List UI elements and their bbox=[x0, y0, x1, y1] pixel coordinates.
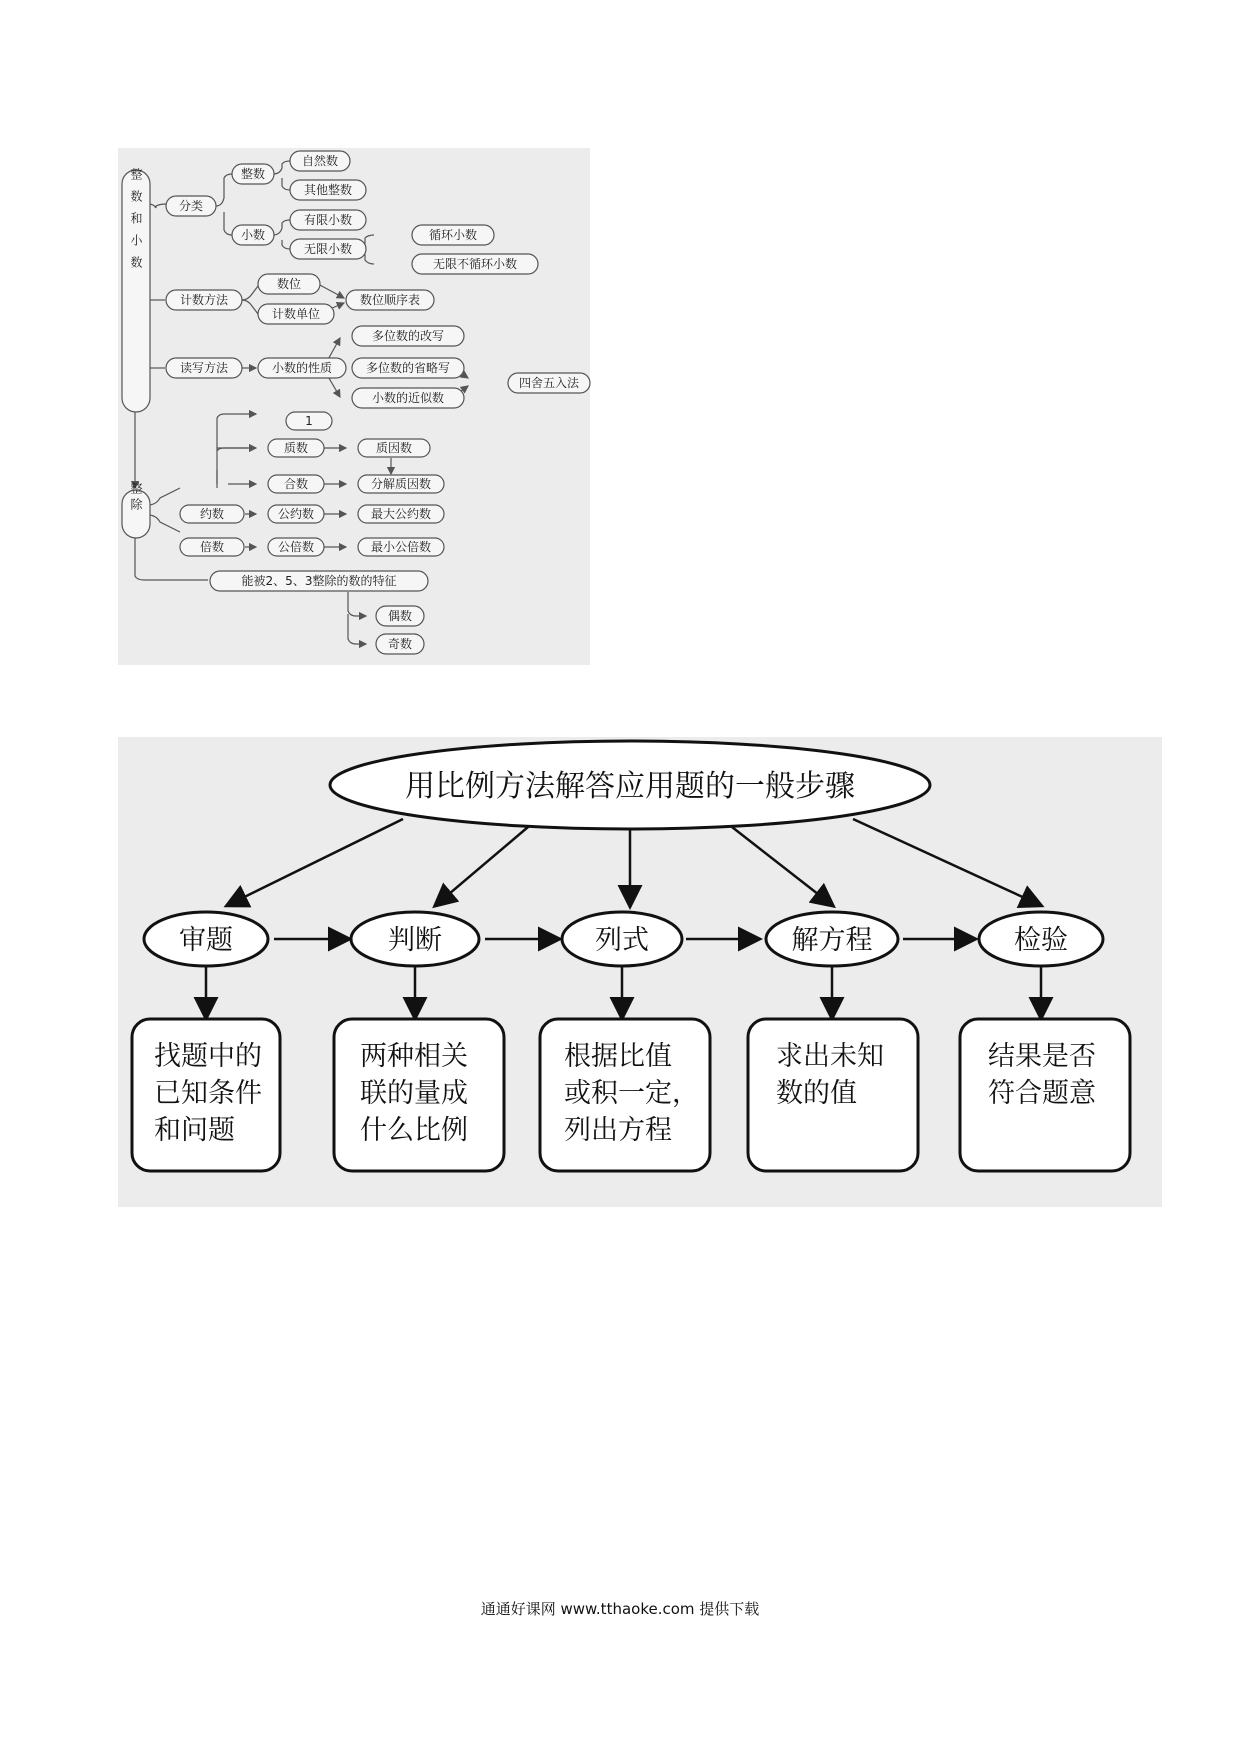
fenjiezhiyinshu-label: 分解质因数 bbox=[370, 477, 432, 491]
shuweishunxubiao-label: 数位顺序表 bbox=[359, 293, 421, 307]
zuidagongyueshu-label: 最大公约数 bbox=[370, 507, 432, 521]
zhiyinshu-label: 质因数 bbox=[375, 441, 413, 455]
node-root bbox=[122, 167, 150, 412]
node-shuwei bbox=[258, 274, 320, 294]
step-4-desc-line-2: 数的值 bbox=[776, 1078, 857, 1109]
node-wuxianbuxunhuan bbox=[412, 254, 538, 274]
node-jishufangfa bbox=[166, 290, 242, 310]
step-5-desc-line-1: 结果是否 bbox=[988, 1041, 1096, 1072]
step-3-desc-line-3: 列出方程 bbox=[564, 1115, 672, 1146]
tezheng-label: 能被2、5、3整除的数的特征 bbox=[241, 574, 397, 588]
node-xunhuanxiaoshu bbox=[412, 225, 494, 245]
node-beishu bbox=[180, 538, 244, 556]
node-qitazhengshu bbox=[290, 180, 366, 200]
node-fenlei bbox=[166, 196, 216, 216]
node-zhengchu bbox=[122, 481, 150, 538]
duoweishushenglue-label: 多位数的省略写 bbox=[365, 361, 451, 375]
step-5-desc-box bbox=[960, 1019, 1130, 1171]
step-2-desc-box bbox=[334, 1019, 504, 1171]
node-tezheng bbox=[210, 571, 428, 591]
wuxianbuxunhuan-label: 无限不循环小数 bbox=[432, 257, 518, 271]
step-5 bbox=[979, 912, 1103, 966]
node-xiaoshudexingzhi bbox=[258, 358, 346, 378]
node-shuweishunxubiao bbox=[346, 290, 434, 310]
step-1-desc-line-3: 和问题 bbox=[154, 1115, 235, 1146]
node-sishewuru bbox=[508, 373, 590, 393]
step-1-desc-line-1: 找题中的 bbox=[154, 1041, 262, 1072]
wuxianxiaoshu-label: 无限小数 bbox=[303, 242, 353, 256]
xiaoshu-label: 小数 bbox=[240, 228, 266, 242]
heshu-label: 合数 bbox=[283, 477, 309, 491]
step-4 bbox=[766, 912, 898, 966]
gongbeishu-label: 公倍数 bbox=[277, 540, 315, 554]
node-yueshu bbox=[180, 505, 244, 523]
beishu-label: 倍数 bbox=[199, 540, 225, 554]
node-xiaoshujinsi bbox=[352, 388, 464, 408]
node-youxianxiaoshu bbox=[290, 210, 366, 230]
node-gongyueshu bbox=[268, 505, 324, 523]
step-3-label: 列式 bbox=[595, 925, 649, 956]
xiaoshudexingzhi-label: 小数的性质 bbox=[271, 361, 333, 375]
integers-decimals-concept-map bbox=[118, 148, 590, 665]
title-to-steps-arrows bbox=[228, 819, 1040, 905]
jishufangfa-label: 计数方法 bbox=[179, 293, 229, 307]
zhishu-label: 质数 bbox=[283, 441, 309, 455]
step-1-label: 审题 bbox=[179, 925, 233, 956]
root-label: 整数和小数 bbox=[129, 168, 143, 278]
zhengshu-label: 整数 bbox=[240, 167, 266, 181]
xunhuanxiaoshu-label: 循环小数 bbox=[428, 228, 478, 242]
node-zhiyinshu bbox=[358, 439, 430, 457]
flowchart-svg bbox=[118, 737, 1162, 1207]
node-zhengshu bbox=[232, 164, 274, 184]
step-4-desc-box bbox=[748, 1019, 918, 1171]
node-duoweishushenglue bbox=[352, 358, 464, 378]
one-label: 1 bbox=[305, 414, 313, 428]
step-2 bbox=[351, 912, 479, 966]
node-ziranshu bbox=[290, 151, 350, 171]
xiaoshujinsi-label: 小数的近似数 bbox=[371, 391, 445, 405]
zhengchu-label: 整除 bbox=[129, 482, 143, 514]
step-4-desc-line-1: 求出未知 bbox=[776, 1041, 884, 1072]
node-zuixiaogongbeishu bbox=[358, 538, 444, 556]
node-jishudanwei bbox=[258, 304, 334, 324]
node-one bbox=[286, 412, 332, 430]
flowchart-title-text: 用比例方法解答应用题的一般步骤 bbox=[405, 769, 855, 804]
node-wuxianxiaoshu bbox=[290, 239, 366, 259]
step-1-desc-box bbox=[132, 1019, 280, 1171]
shuwei-label: 数位 bbox=[276, 277, 302, 291]
step-2-desc-line-1: 两种相关 bbox=[360, 1041, 468, 1072]
step-4-label: 解方程 bbox=[791, 925, 873, 956]
jishu-label: 奇数 bbox=[387, 637, 413, 651]
jishudanwei-label: 计数单位 bbox=[271, 307, 321, 321]
flowchart-title bbox=[330, 741, 930, 829]
step-2-desc-line-3: 什么比例 bbox=[360, 1115, 468, 1146]
oushu-label: 偶数 bbox=[387, 609, 413, 623]
page-footer: 通通好课网 www.tthaoke.com 提供下载 bbox=[480, 1600, 760, 1618]
node-gongbeishu bbox=[268, 538, 324, 556]
node-oushu bbox=[376, 606, 424, 626]
qitazhengshu-label: 其他整数 bbox=[303, 183, 353, 197]
sishewuru-label: 四舍五入法 bbox=[518, 376, 580, 390]
step-5-label: 检验 bbox=[1014, 925, 1068, 956]
fenlei-label: 分类 bbox=[178, 199, 204, 213]
step-to-desc-arrows bbox=[206, 967, 1041, 1017]
node-jishu bbox=[376, 634, 424, 654]
step-3-desc-box bbox=[540, 1019, 710, 1171]
proportion-steps-flowchart bbox=[118, 737, 1162, 1207]
step-3-desc-line-1: 根据比值 bbox=[564, 1041, 672, 1072]
yueshu-label: 约数 bbox=[199, 507, 225, 521]
step-1-desc-line-2: 已知条件 bbox=[154, 1078, 262, 1109]
gongyueshu-label: 公约数 bbox=[277, 507, 315, 521]
step-3 bbox=[562, 912, 682, 966]
duoweishugaixie-label: 多位数的改写 bbox=[371, 329, 445, 343]
ziranshu-label: 自然数 bbox=[301, 154, 339, 168]
duxiefangfa-label: 读写方法 bbox=[179, 361, 229, 375]
step-2-desc-line-2: 联的量成 bbox=[360, 1078, 468, 1109]
step-3-desc-line-2: 或积一定， bbox=[564, 1078, 699, 1109]
concept-map-svg bbox=[118, 148, 590, 665]
node-zhishu bbox=[268, 439, 324, 457]
step-5-desc-line-2: 符合题意 bbox=[988, 1078, 1096, 1109]
node-fenjiezhiyinshu bbox=[358, 475, 444, 493]
step-2-label: 判断 bbox=[388, 925, 442, 956]
zuixiaogongbeishu-label: 最小公倍数 bbox=[370, 540, 432, 554]
node-duoweishugaixie bbox=[352, 326, 464, 346]
node-xiaoshu bbox=[232, 225, 274, 245]
node-duxiefangfa bbox=[166, 358, 242, 378]
node-heshu bbox=[268, 475, 324, 493]
youxianxiaoshu-label: 有限小数 bbox=[303, 213, 353, 227]
node-zuidagongyueshu bbox=[358, 505, 444, 523]
step-1 bbox=[144, 912, 268, 966]
